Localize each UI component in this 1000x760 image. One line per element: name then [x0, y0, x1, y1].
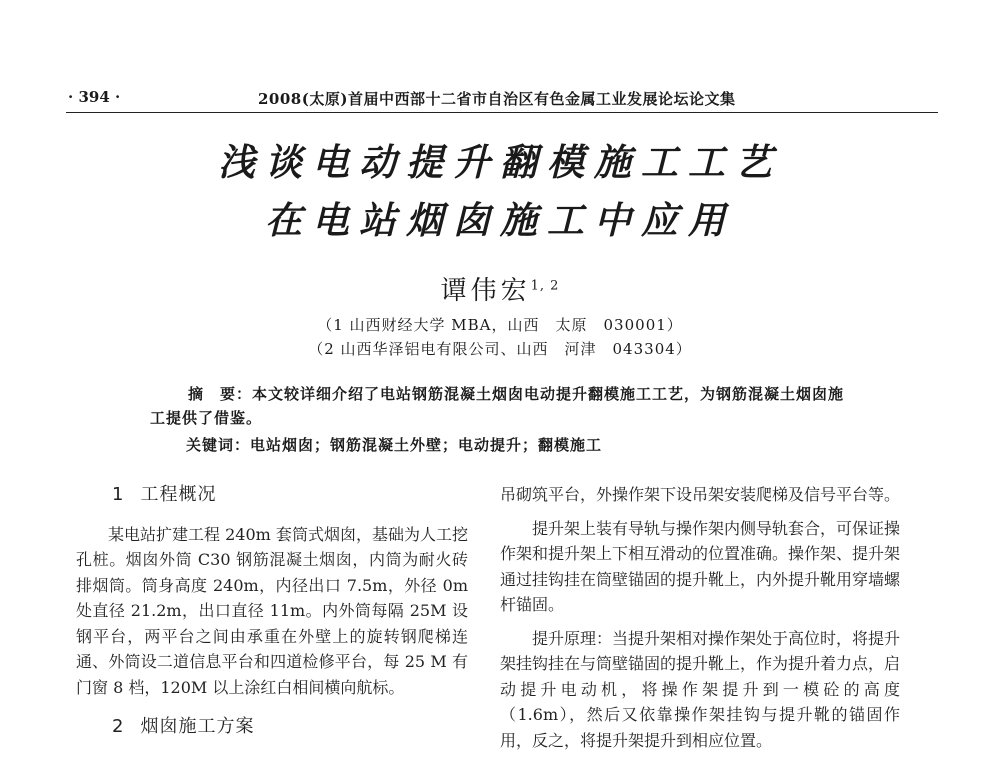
author — [0, 270, 1000, 307]
keywords-text: 电站烟囱；钢筋混凝土外壁；电动提升；翻模施工 — [250, 436, 603, 454]
section-2-heading — [112, 714, 468, 740]
left-column — [76, 482, 468, 754]
right-paragraph-2: 提升架上装有导轨与操作架内侧导轨套合，可保证操作架和提升架上下相互滑动的位置准确。操作架、提升架通过挂钩挂在筒壁锚固的提升靴上，内外提升靴用穿墙螺杆锚固。 — [500, 518, 901, 614]
abstract-text: 本文较详细介绍了电站钢筋混凝土烟囱电动提升翻模施工工艺，为钢筋混凝土烟囱施工提供了借鉴。 — [150, 385, 845, 427]
section-2-title: 烟囱施工方案 — [140, 716, 255, 737]
abstract — [150, 382, 850, 430]
paper-title-line2: 在电站烟囱施工中应用 — [265, 198, 735, 242]
keywords-label: 关键词： — [186, 436, 251, 454]
keywords — [186, 434, 602, 455]
header-rule — [66, 112, 938, 113]
author-affiliation-marks: 1, 2 — [530, 278, 560, 294]
right-column — [500, 482, 900, 753]
proceedings-title: 2008(太原)首届中西部十二省市自治区有色金属工业发展论坛论文集 — [258, 90, 736, 108]
affiliation-2: （2 山西华泽铝电有限公司、山西 河津 043304） — [308, 340, 692, 358]
section-1-paragraph: 某电站扩建工程 240m 套筒式烟囱，基础为人工挖孔桩。烟囱外筒 C30 钢筋混凝土烟囱，内筒为耐火砖排烟筒。筒身高度 240m，内径出口 7.5m，外径 0m 处直径 21.2m，出口直径 11m。内外筒每隔 25M 设钢平台，两平台之间由承重在外壁上的旋转钢爬梯连通、外筒设二道信息平台和四道检修平台，每 25 M 有门窗 8 档，120M 以上涂红白相间横向航标。 — [76, 524, 468, 697]
affiliation-1: （1 山西财经大学 MBA，山西 太原 030001） — [317, 316, 683, 334]
section-1-heading — [112, 482, 468, 508]
paper-title-line1: 浅谈电动提升翻模施工工艺 — [218, 140, 782, 184]
section-2-number: 2 — [112, 716, 125, 737]
right-paragraph-3: 提升原理：当提升架相对操作架处于高位时，将提升架挂钩挂在与筒壁锚固的提升靴上，作为提升着力点，启动提升电动机，将操作架提升到一模砼的高度（1.6m），然后又依靠操作架挂钩与提升靴的锚固作用，反之，将提升架提升到相应位置。 — [500, 628, 901, 750]
page-number: · 394 · — [68, 88, 121, 106]
right-paragraph-1: 吊砌筑平台，外操作架下设吊架安装爬梯及信号平台等。 — [500, 485, 901, 504]
abstract-label: 摘 要： — [188, 385, 253, 403]
section-1-number: 1 — [112, 484, 125, 505]
author-name: 谭伟宏 — [440, 276, 531, 306]
section-1-title: 工程概况 — [140, 484, 217, 505]
